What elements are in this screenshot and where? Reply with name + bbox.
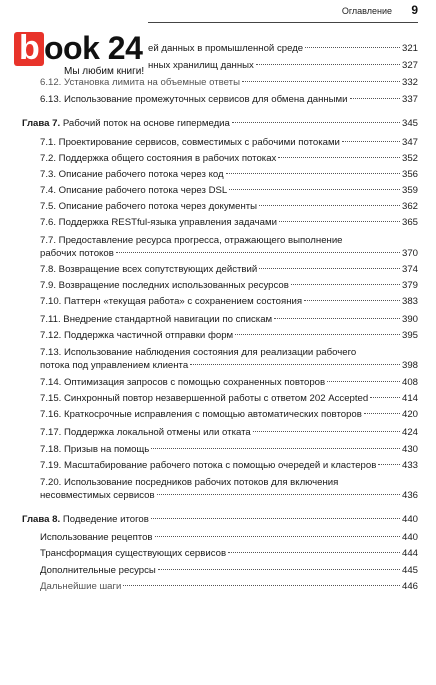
dot-leader (226, 173, 400, 174)
toc-entry (40, 426, 418, 439)
dot-leader (350, 98, 400, 99)
running-section-title: Оглавление (341, 6, 392, 16)
toc-entry-title: 7.19. Масштабирование рабочего потока с помощью очередей и кластеров (40, 460, 377, 471)
chapter-label: Глава 7. (22, 118, 61, 129)
page-number: 9 (411, 3, 418, 17)
toc-entry-page: 408 (401, 377, 418, 388)
toc-entry-page: 347 (401, 137, 418, 148)
toc-entry-page: 383 (401, 296, 418, 307)
dot-leader (158, 569, 400, 570)
toc-entry (40, 184, 418, 197)
toc-entry-title-line1: 7.20. Использование посредников рабочих потоков для включения (40, 477, 339, 488)
toc-entry (40, 580, 418, 593)
toc-entry-title: 7.16. Краткосрочные исправления с помощью автоматических повторов (40, 409, 362, 420)
dot-leader (229, 189, 400, 190)
dot-leader (157, 494, 400, 495)
toc-entry-page: 362 (401, 201, 418, 212)
toc-entry-title: 6.12. Установка лимита на объемные ответы (40, 77, 240, 88)
toc-entry-page: 327 (401, 60, 418, 71)
toc-entry-title: 7.10. Паттерн «текущая работа» с сохранением состояния (40, 296, 303, 307)
toc-entry-title: 7.3. Описание рабочего потока через код (40, 169, 224, 180)
toc-entry-title: несовместимых сервисов (40, 490, 155, 501)
toc-entry (40, 313, 418, 326)
dot-leader (291, 284, 400, 285)
toc-entry-page: 374 (401, 264, 418, 275)
toc-entry (40, 263, 418, 276)
toc-entry-title: Дальнейшие шаги (40, 581, 122, 592)
toc-entry (40, 408, 418, 421)
toc-entry (40, 346, 418, 372)
toc-entry-title: 7.5. Описание рабочего потока через документы (40, 201, 258, 212)
toc-entry-page: 359 (401, 185, 418, 196)
toc-entry-title-line1: 7.7. Предоставление ресурса прогресса, отражающего выполнение (40, 235, 343, 246)
dot-leader (151, 448, 400, 449)
toc-entry (40, 93, 418, 106)
toc-entry (40, 168, 418, 181)
toc-entry-page: 395 (401, 330, 418, 341)
toc-entry-title: рабочих потоков (40, 248, 114, 259)
chapter-label: Глава 8. (22, 514, 61, 525)
dot-leader (327, 381, 400, 382)
toc-entry-page: 370 (401, 248, 418, 259)
toc-entry-page: 414 (401, 393, 418, 404)
toc-entry-title: Трансформация существующих сервисов (40, 548, 227, 559)
dot-leader (256, 64, 400, 65)
logo-slogan: Мы любим книги! (64, 66, 145, 77)
toc-entry-page: 332 (401, 77, 418, 88)
dot-leader (364, 413, 400, 414)
toc-entry-title: потока под управлением клиента (40, 360, 189, 371)
dot-leader (151, 518, 400, 519)
toc-chapter (22, 513, 418, 526)
dot-leader (279, 221, 400, 222)
toc-entry (40, 216, 418, 229)
dot-leader (116, 252, 400, 253)
toc-entry-title: Подведение итогов (62, 514, 149, 525)
toc-entry-title: Дополнительные ресурсы (40, 565, 156, 576)
toc-entry (40, 234, 418, 260)
toc-entry-title: 7.18. Призыв на помощь (40, 444, 150, 455)
toc-entry-page: 446 (401, 581, 418, 592)
toc-entry (40, 531, 418, 544)
toc-entry (40, 76, 418, 89)
toc-entry-title: 7.12. Поддержка частичной отправки форм (40, 330, 234, 341)
toc-entry (148, 59, 418, 72)
dot-leader (378, 464, 400, 465)
toc-entry-title: нных хранилищ данных (148, 60, 254, 71)
dot-leader (259, 205, 400, 206)
toc-entry-page: 420 (401, 409, 418, 420)
toc-entry-page: 440 (401, 532, 418, 543)
toc-entry (40, 564, 418, 577)
toc-entry-page: 445 (401, 565, 418, 576)
toc-entry (40, 443, 418, 456)
toc-entry-page: 436 (401, 490, 418, 501)
dot-leader (155, 536, 400, 537)
toc-entry-title: 7.8. Возвращение всех сопутствующих действий (40, 264, 258, 275)
toc-entry-page: 390 (401, 314, 418, 325)
toc-entry-page: 352 (401, 153, 418, 164)
toc-entry-title: 7.11. Внедрение стандартной навигации по спискам (40, 314, 273, 325)
toc-entry-title: 7.14. Оптимизация запросов с помощью сохраненных повторов (40, 377, 326, 388)
toc-entry-title: 7.6. Поддержка RESTful-языка управления задачами (40, 217, 277, 228)
toc-entry-title-line1: 7.13. Использование наблюдения состояния для реализации рабочего (40, 347, 357, 358)
toc-entry-page: 398 (401, 360, 418, 371)
toc-entry (40, 152, 418, 165)
dot-leader (232, 122, 400, 123)
logo-badge: b (14, 32, 44, 66)
toc-entry-page: 356 (401, 169, 418, 180)
toc-entry-page: 365 (401, 217, 418, 228)
toc-entry (40, 329, 418, 342)
toc-entry-title: 7.17. Поддержка локальной отмены или отката (40, 427, 251, 438)
toc-entry (40, 295, 418, 308)
dot-leader (370, 397, 400, 398)
toc-entry (40, 476, 418, 502)
toc-entry-title: 7.9. Возвращение последних использованных ресурсов (40, 280, 289, 291)
dot-leader (274, 318, 400, 319)
dot-leader (305, 47, 400, 48)
toc-entry (40, 459, 418, 472)
toc-entry-page: 379 (401, 280, 418, 291)
dot-leader (259, 268, 400, 269)
toc-entry-page: 433 (401, 460, 418, 471)
logo-wordmark: ook 24 (44, 30, 143, 66)
dot-leader (235, 334, 400, 335)
dot-leader (342, 141, 400, 142)
toc-entry-title: 7.2. Поддержка общего состояния в рабочих потоках (40, 153, 277, 164)
toc-chapter (22, 117, 418, 130)
toc-entry-page: 430 (401, 444, 418, 455)
toc-entry (40, 279, 418, 292)
toc-entry (40, 547, 418, 560)
toc-entry-title: 7.4. Описание рабочего потока через DSL (40, 185, 228, 196)
toc-entry (40, 392, 418, 405)
toc-entry-title: Использование рецептов (40, 532, 153, 543)
toc-entry (40, 136, 418, 149)
dot-leader (190, 364, 400, 365)
toc-entry-title: Рабочий поток на основе гипермедиа (62, 118, 230, 129)
dot-leader (278, 157, 400, 158)
toc-entry-page: 440 (401, 514, 418, 525)
dot-leader (242, 81, 400, 82)
toc-entry (40, 376, 418, 389)
toc-entry-title: 6.13. Использование промежуточных сервисов для обмена данными (40, 94, 348, 105)
toc-entry-page: 424 (401, 427, 418, 438)
toc-entry-page: 321 (401, 43, 418, 54)
toc-entry-page: 444 (401, 548, 418, 559)
toc-entry-title: 7.15. Синхронный повтор незавершенной работы с ответом 202 Accepted (40, 393, 369, 404)
toc-entry-page: 345 (401, 118, 418, 129)
toc-entry-page: 337 (401, 94, 418, 105)
dot-leader (228, 552, 400, 553)
toc-entry-title: ей данных в промышленной среде (148, 43, 304, 54)
toc-entry (40, 200, 418, 213)
dot-leader (304, 300, 400, 301)
toc-entry-title: 7.1. Проектирование сервисов, совместимых с рабочими потоками (40, 137, 340, 148)
dot-leader (253, 431, 400, 432)
toc-entry (148, 42, 418, 55)
dot-leader (123, 585, 400, 586)
